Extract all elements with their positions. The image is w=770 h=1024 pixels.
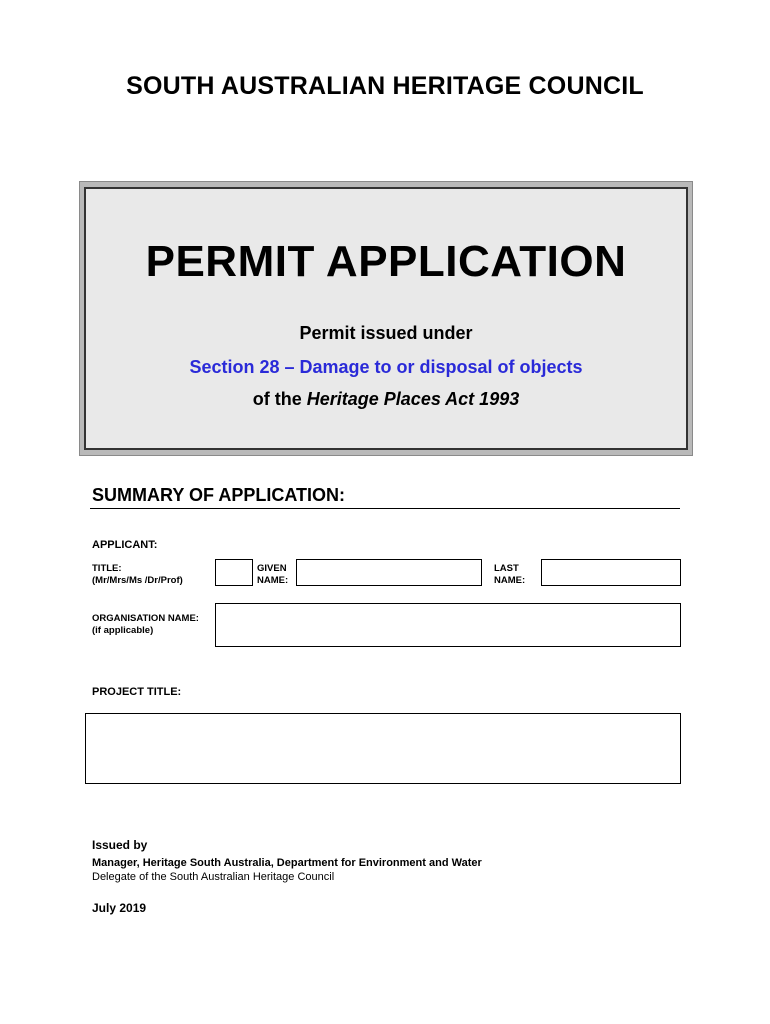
act-line bbox=[86, 389, 686, 410]
issuer-manager: Manager, Heritage South Australia, Department for Environment and Water bbox=[92, 857, 482, 869]
last-name-label bbox=[494, 563, 525, 587]
summary-divider bbox=[90, 508, 680, 509]
last-label-line2: NAME: bbox=[494, 575, 526, 586]
summary-heading: SUMMARY OF APPLICATION: bbox=[92, 485, 345, 505]
permit-heading: PERMIT APPLICATION bbox=[145, 237, 627, 286]
organisation-field[interactable] bbox=[215, 603, 681, 647]
org-label-line2: (if applicable) bbox=[92, 625, 154, 636]
title-label bbox=[92, 563, 183, 587]
last-name-field[interactable] bbox=[541, 559, 681, 586]
given-name-field[interactable] bbox=[296, 559, 482, 586]
issuer-delegate: Delegate of the South Australian Heritage Council bbox=[92, 871, 335, 883]
org-label-line1: ORGANISATION NAME: bbox=[92, 613, 199, 624]
title-label-line2: (Mr/Mrs/Ms /Dr/Prof) bbox=[92, 575, 183, 586]
given-label-line1: GIVEN bbox=[257, 563, 287, 574]
title-field[interactable] bbox=[215, 559, 253, 586]
title-label-line1: TITLE: bbox=[92, 563, 122, 574]
act-prefix: of the bbox=[252, 389, 307, 409]
given-label-line2: NAME: bbox=[257, 575, 289, 586]
applicant-label: APPLICANT: bbox=[92, 539, 158, 551]
permit-banner-inner bbox=[84, 187, 688, 450]
issue-date: July 2019 bbox=[92, 901, 147, 915]
section-text: Section 28 – Damage to or disposal of objects bbox=[189, 357, 583, 377]
given-name-label bbox=[257, 563, 288, 587]
project-title-field[interactable] bbox=[85, 713, 681, 784]
last-label-line1: LAST bbox=[494, 563, 519, 574]
issued-under-text: Permit issued under bbox=[299, 323, 473, 343]
organisation-title: SOUTH AUSTRALIAN HERITAGE COUNCIL bbox=[126, 72, 644, 100]
issued-by-label: Issued by bbox=[92, 838, 148, 852]
act-name: Heritage Places Act 1993 bbox=[306, 389, 520, 409]
permit-banner bbox=[79, 181, 693, 456]
project-title-label: PROJECT TITLE: bbox=[92, 686, 182, 698]
organisation-label bbox=[92, 613, 199, 637]
